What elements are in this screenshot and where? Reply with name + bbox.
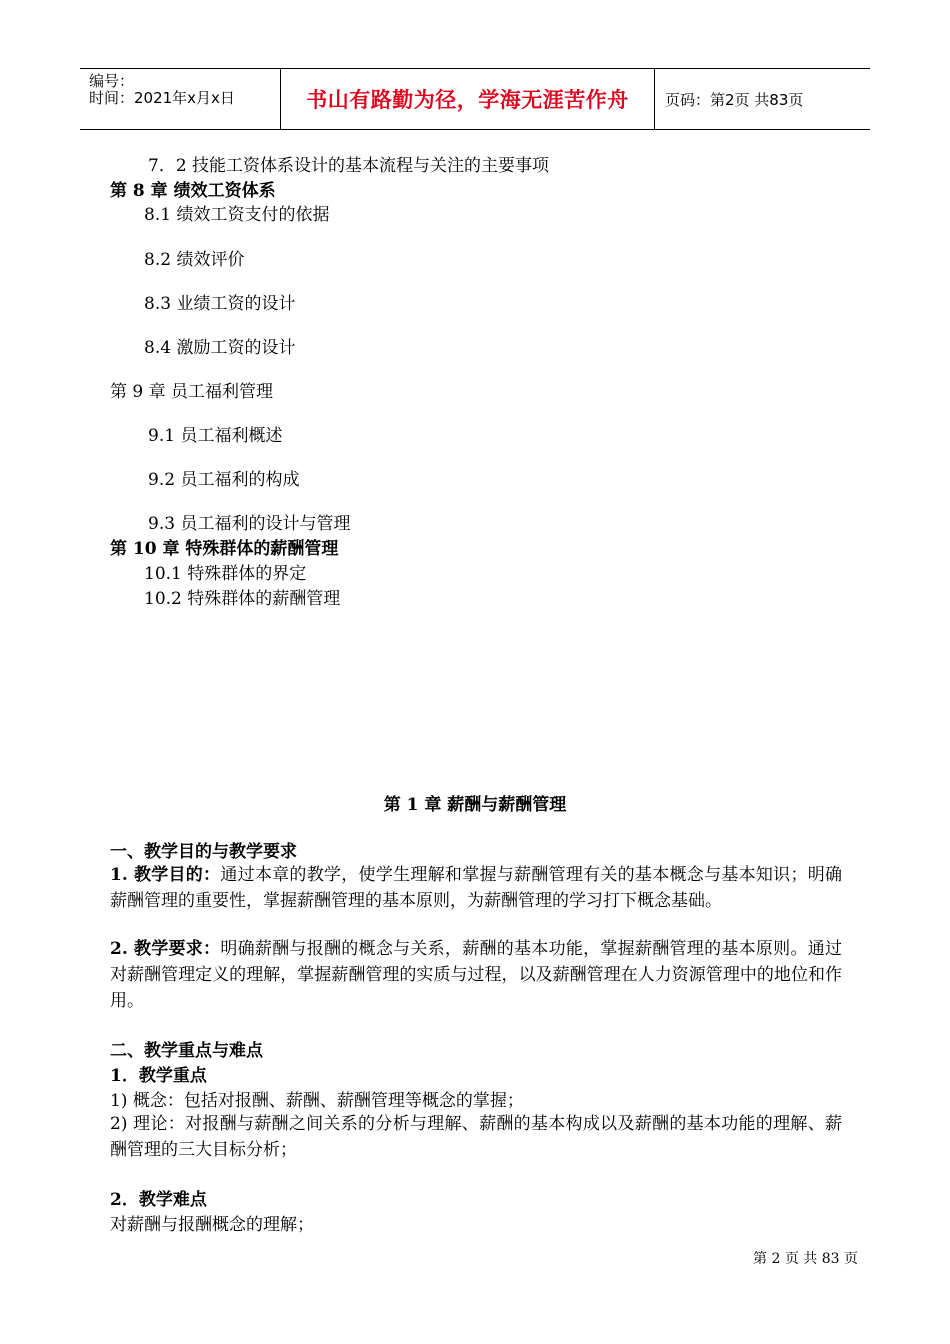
header-right-cell bbox=[655, 69, 870, 129]
header-motto: 书山有路勤为径，学海无涯苦作舟 bbox=[306, 88, 629, 112]
header-left-cell bbox=[80, 69, 281, 129]
page-header bbox=[80, 68, 870, 130]
section-heading: 二、教学重点与难点 bbox=[110, 1041, 263, 1061]
teaching-goal-paragraph bbox=[110, 862, 842, 914]
toc-chapter: 第 9 章 员工福利管理 bbox=[110, 382, 274, 402]
req-text: 明确薪酬与报酬的概念与关系，薪酬的基本功能，掌握薪酬管理的基本原则。通过对薪酬管理定义的理解，掌握薪酬管理的实质与过程，以及薪酬管理在人力资源管理中的地位和作用。 bbox=[110, 939, 842, 1011]
req-label: 2. 教学要求： bbox=[110, 939, 221, 959]
teaching-requirement-paragraph bbox=[110, 936, 842, 1014]
toc-chapter: 第 10 章 特殊群体的薪酬管理 bbox=[110, 539, 339, 559]
subsection-heading: 1．教学重点 bbox=[110, 1066, 207, 1086]
header-page-info: 页码：第2页 共83页 bbox=[665, 90, 804, 109]
toc-item: 8.1 绩效工资支付的依据 bbox=[144, 205, 330, 225]
toc-chapter: 第 8 章 绩效工资体系 bbox=[110, 181, 276, 201]
toc-item: 10.2 特殊群体的薪酬管理 bbox=[144, 589, 341, 609]
toc-item: 10.1 特殊群体的界定 bbox=[144, 564, 307, 584]
code-label: 编号： bbox=[89, 72, 135, 90]
toc-item: 9.2 员工福利的构成 bbox=[148, 470, 300, 490]
focus-item: 2) 理论：对报酬与薪酬之间关系的分析与理解、薪酬的基本构成以及薪酬的基本功能的理解、薪酬管理的三大目标分析； bbox=[110, 1114, 842, 1160]
difficulty-text: 对薪酬与报酬概念的理解； bbox=[110, 1215, 314, 1235]
chapter-title: 第 1 章 薪酬与薪酬管理 bbox=[383, 795, 567, 815]
goal-text: 通过本章的教学，使学生理解和掌握与薪酬管理有关的基本概念与基本知识；明确薪酬管理的重要性，掌握薪酬管理的基本原则，为薪酬管理的学习打下概念基础。 bbox=[110, 865, 842, 911]
toc-item: 7．2 技能工资体系设计的基本流程与关注的主要事项 bbox=[148, 156, 550, 176]
toc-item: 8.2 绩效评价 bbox=[144, 250, 245, 270]
section-heading: 一、教学目的与教学要求 bbox=[110, 842, 297, 862]
toc-item: 9.1 员工福利概述 bbox=[148, 426, 283, 446]
subsection-heading: 2．教学难点 bbox=[110, 1190, 207, 1210]
header-motto-cell bbox=[281, 69, 655, 129]
goal-label: 1. 教学目的： bbox=[110, 865, 221, 885]
toc-item: 8.4 激励工资的设计 bbox=[144, 338, 296, 358]
page-footer: 第 2 页 共 83 页 bbox=[753, 1251, 858, 1267]
time-label: 时间：2021年x月x日 bbox=[89, 89, 235, 107]
toc-item: 8.3 业绩工资的设计 bbox=[144, 294, 296, 314]
toc-item: 9.3 员工福利的设计与管理 bbox=[148, 514, 351, 534]
focus-item: 1) 概念：包括对报酬、薪酬、薪酬管理等概念的掌握； bbox=[110, 1091, 524, 1111]
